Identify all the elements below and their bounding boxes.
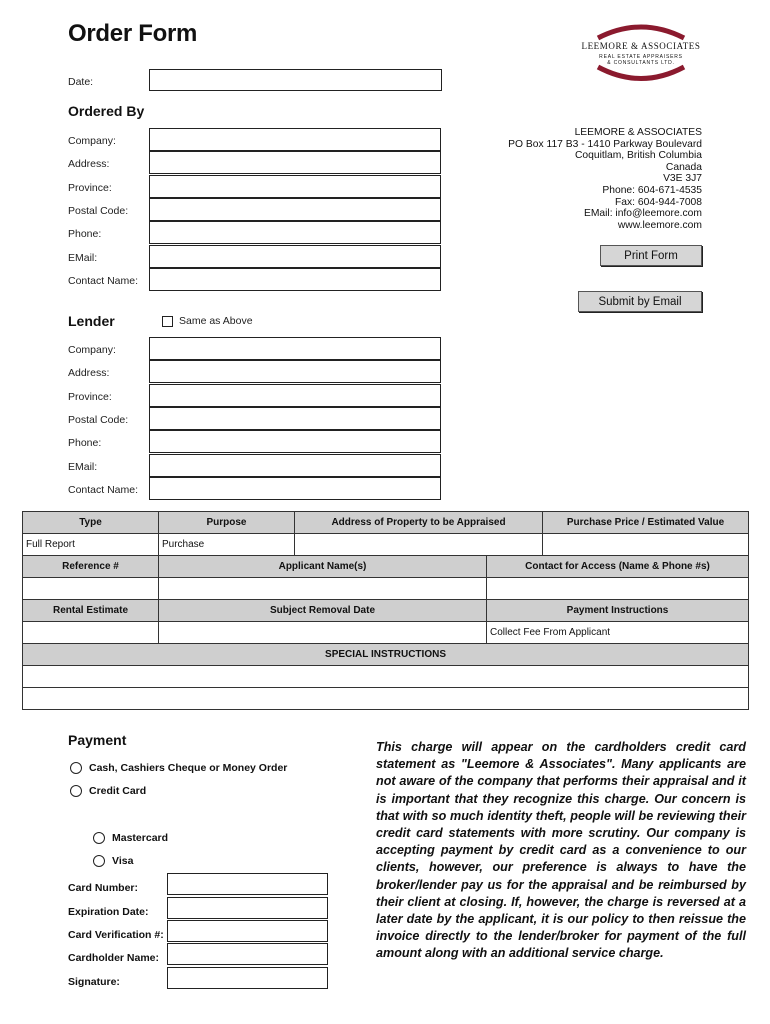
lender-input-field[interactable] — [149, 454, 441, 477]
credit-card-notice: This charge will appear on the cardholders credit card statement as "Leemore & Associates". Many applicants are not aware of the company that performs their appraisal and it is important that they recognize this charge. Our concern is that with so much identity theft, people will be reviewing their credit card statements with more scrutiny. Our company is accepting payment by credit card as a convenience to our clients, however, our preference is always to have the broker/lender pay us for the appraisal and be reimbursed by their client at closing. If, however, the charge is reversed at a later date by the applicant, it is our policy to then reissue the invoice directly to the lender/broker for payment of the full amount along with an additional service charge. — [376, 740, 746, 961]
lender-input-field[interactable] — [149, 477, 441, 500]
company-line: LEEMORE & ASSOCIATES — [574, 127, 702, 138]
card-option-label: Mastercard — [112, 832, 169, 844]
print-form-button[interactable]: Print Form — [600, 245, 702, 266]
logo-name: LEEMORE & ASSOCIATES — [581, 41, 701, 51]
ordered-by-input-field[interactable] — [149, 268, 441, 291]
radio-icon[interactable] — [70, 785, 82, 797]
card-verification-label: Card Verification #: — [68, 929, 164, 941]
card-option-mastercard[interactable] — [93, 832, 168, 844]
same-as-above-label: Same as Above — [179, 315, 253, 327]
table-row — [23, 534, 749, 556]
lender-field-label: Postal Code: — [68, 413, 129, 426]
same-as-above-option[interactable] — [162, 315, 253, 327]
order-details-table — [22, 511, 749, 710]
lender-input-field[interactable] — [149, 430, 441, 453]
header-payment-instructions: Payment Instructions — [487, 600, 749, 622]
ordered-by-field-label: Company: — [68, 135, 116, 147]
applicant-cell[interactable] — [159, 578, 487, 600]
header-address: Address of Property to be Appraised — [295, 512, 543, 534]
logo-swoosh-icon — [576, 22, 706, 84]
checkbox-icon[interactable] — [162, 316, 173, 327]
company-line: Coquitlam, British Columbia — [574, 150, 702, 162]
payment-option-label: Cash, Cashiers Cheque or Money Order — [89, 762, 288, 774]
radio-icon[interactable] — [70, 762, 82, 774]
lender-field-label: EMail: — [68, 460, 98, 473]
expiration-date-field[interactable] — [167, 897, 328, 919]
ordered-by-input-field[interactable] — [149, 175, 441, 198]
ordered-by-input-field[interactable] — [149, 221, 441, 244]
company-line: Phone: 604-671-4535 — [602, 184, 702, 196]
ordered-by-field-label: Phone: — [68, 228, 102, 241]
submit-by-email-button[interactable]: Submit by Email — [578, 291, 702, 312]
lender-field-label: Company: — [68, 344, 116, 356]
address-cell[interactable] — [295, 534, 543, 556]
company-line: V3E 3J7 — [663, 173, 702, 185]
table-row — [23, 578, 749, 600]
table-row — [23, 688, 749, 710]
company-line: EMail: info@leemore.com — [583, 208, 702, 220]
lender-field-label: Province: — [68, 390, 112, 403]
lender-field-label: Address: — [68, 367, 110, 380]
radio-icon[interactable] — [93, 855, 105, 867]
header-subject-removal: Subject Removal Date — [159, 600, 487, 622]
ordered-by-input-field[interactable] — [149, 245, 441, 268]
special-instructions-line[interactable] — [23, 666, 749, 688]
purpose-cell[interactable]: Purchase — [159, 534, 295, 556]
header-reference: Reference # — [23, 556, 159, 578]
ordered-by-field-label: EMail: — [68, 251, 98, 264]
card-number-label: Card Number: — [68, 882, 139, 894]
radio-icon[interactable] — [93, 832, 105, 844]
header-type: Type — [23, 512, 159, 534]
header-purpose: Purpose — [159, 512, 295, 534]
company-info — [508, 127, 702, 231]
date-field[interactable] — [149, 69, 442, 91]
card-option-visa[interactable] — [93, 855, 133, 867]
header-applicant: Applicant Name(s) — [159, 556, 487, 578]
ordered-by-field-label: Contact Name: — [68, 274, 139, 287]
card-verification-field[interactable] — [167, 920, 328, 942]
type-cell[interactable]: Full Report — [23, 534, 159, 556]
card-option-label: Visa — [112, 855, 134, 867]
ordered-by-field-label: Province: — [68, 181, 112, 194]
page-title: Order Form — [68, 20, 198, 47]
lender-input-field[interactable] — [149, 337, 441, 360]
lender-heading: Lender — [68, 313, 115, 329]
payment-option-cash[interactable] — [70, 762, 287, 774]
signature-field[interactable] — [167, 967, 328, 989]
table-row — [23, 600, 749, 622]
lender-input-field[interactable] — [149, 360, 441, 383]
purchase-price-cell[interactable] — [543, 534, 749, 556]
header-special-instructions: SPECIAL INSTRUCTIONS — [23, 644, 749, 666]
payment-heading: Payment — [68, 732, 127, 748]
company-line: Canada — [665, 161, 702, 173]
ordered-by-field-label: Address: — [68, 158, 110, 171]
cardholder-name-field[interactable] — [167, 943, 328, 965]
header-purchase-price: Purchase Price / Estimated Value — [543, 512, 749, 534]
card-number-field[interactable] — [167, 873, 328, 895]
company-line: PO Box 117 B3 - 1410 Parkway Boulevard — [508, 138, 702, 150]
ordered-by-heading: Ordered By — [68, 103, 145, 119]
signature-label: Signature: — [68, 976, 120, 988]
payment-option-label: Credit Card — [89, 785, 147, 797]
logo-tagline-1: REAL ESTATE APPRAISERS — [599, 54, 683, 60]
company-line: Fax: 604-944-7008 — [614, 196, 702, 208]
date-label: Date: — [68, 76, 94, 88]
lender-field-label: Phone: — [68, 437, 102, 450]
ordered-by-field-label: Postal Code: — [68, 204, 129, 217]
payment-option-credit-card[interactable] — [70, 785, 146, 797]
special-instructions-line[interactable] — [23, 688, 749, 710]
contact-access-cell[interactable] — [487, 578, 749, 600]
lender-field-label: Contact Name: — [68, 483, 139, 496]
company-logo — [576, 22, 706, 84]
lender-input-field[interactable] — [149, 384, 441, 407]
reference-cell[interactable] — [23, 578, 159, 600]
table-row — [23, 622, 749, 644]
ordered-by-input-field[interactable] — [149, 198, 441, 221]
payment-instructions-cell[interactable]: Collect Fee From Applicant — [487, 622, 749, 644]
table-row — [23, 644, 749, 666]
expiration-date-label: Expiration Date: — [68, 906, 149, 918]
table-row — [23, 666, 749, 688]
lender-input-field[interactable] — [149, 407, 441, 430]
rental-estimate-cell[interactable] — [23, 622, 159, 644]
subject-removal-cell[interactable] — [159, 622, 487, 644]
company-line: www.leemore.com — [617, 219, 702, 231]
header-rental-estimate: Rental Estimate — [23, 600, 159, 622]
table-row — [23, 556, 749, 578]
logo-tagline-2: & CONSULTANTS LTD. — [607, 60, 675, 66]
table-row — [23, 512, 749, 534]
header-contact-access: Contact for Access (Name & Phone #s) — [487, 556, 749, 578]
cardholder-name-label: Cardholder Name: — [68, 952, 160, 964]
ordered-by-input-field[interactable] — [149, 151, 441, 174]
ordered-by-input-field[interactable] — [149, 128, 441, 151]
